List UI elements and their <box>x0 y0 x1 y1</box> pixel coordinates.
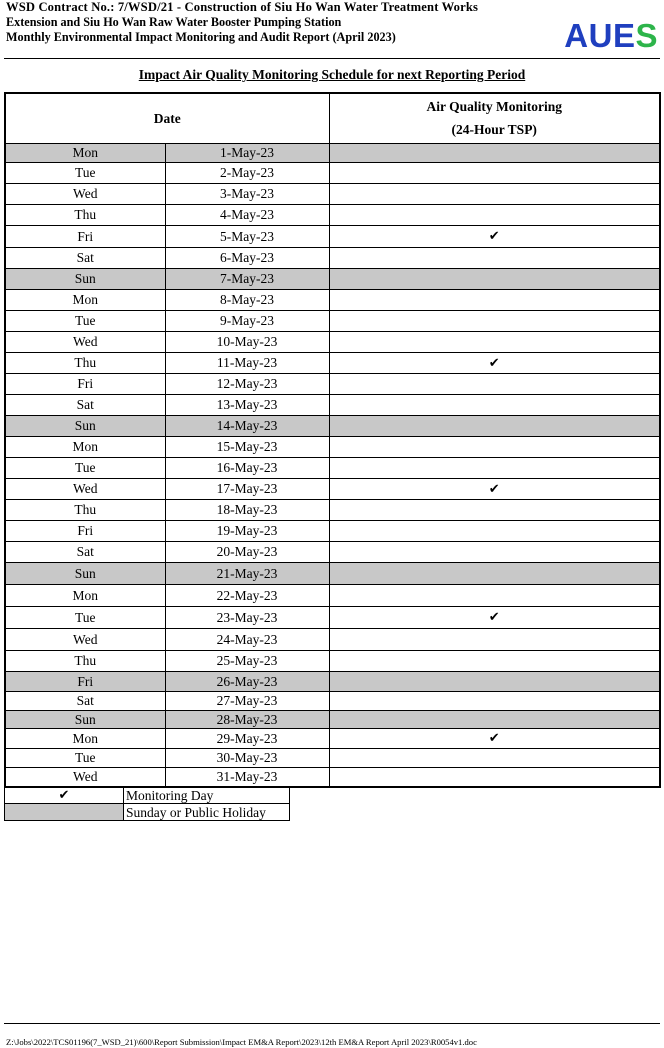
day-cell: Wed <box>5 184 165 205</box>
monitoring-cell <box>329 542 660 563</box>
monitoring-cell <box>329 269 660 290</box>
monitoring-cell <box>329 458 660 479</box>
table-row <box>5 269 660 290</box>
footer-divider <box>4 1023 660 1024</box>
logo-letter: S <box>635 17 658 54</box>
day-cell: Tue <box>5 749 165 768</box>
date-cell: 5-May-23 <box>165 226 329 248</box>
monitoring-cell <box>329 749 660 768</box>
date-cell: 17-May-23 <box>165 479 329 500</box>
aues-logo <box>564 19 658 53</box>
table-row <box>5 163 660 184</box>
legend-holiday-label: Sunday or Public Holiday <box>124 804 290 821</box>
table-row <box>5 248 660 269</box>
day-cell: Wed <box>5 768 165 788</box>
date-cell: 25-May-23 <box>165 651 329 672</box>
date-cell: 6-May-23 <box>165 248 329 269</box>
monitoring-cell <box>329 395 660 416</box>
date-cell: 28-May-23 <box>165 711 329 729</box>
date-cell: 1-May-23 <box>165 144 329 163</box>
date-cell: 7-May-23 <box>165 269 329 290</box>
date-cell: 12-May-23 <box>165 374 329 395</box>
date-cell: 30-May-23 <box>165 749 329 768</box>
day-cell: Thu <box>5 651 165 672</box>
day-cell: Fri <box>5 521 165 542</box>
aqm-header-title: Air Quality Monitoring <box>426 99 562 114</box>
day-cell: Tue <box>5 311 165 332</box>
day-cell: Sat <box>5 542 165 563</box>
monitoring-cell <box>329 184 660 205</box>
table-row <box>5 585 660 607</box>
monitoring-schedule-table <box>4 92 661 788</box>
contract-title-line: WSD Contract No.: 7/WSD/21 - Construction of Siu Ho Wan Water Treatment Works <box>6 0 479 14</box>
day-cell: Thu <box>5 500 165 521</box>
date-cell: 26-May-23 <box>165 672 329 692</box>
table-row <box>5 629 660 651</box>
tick-icon: ✔ <box>488 229 500 244</box>
date-cell: 8-May-23 <box>165 290 329 311</box>
date-cell: 22-May-23 <box>165 585 329 607</box>
monitoring-cell <box>329 226 660 248</box>
day-cell: Sun <box>5 563 165 585</box>
table-row <box>5 184 660 205</box>
tick-icon: ✔ <box>488 355 500 371</box>
monitoring-cell <box>329 585 660 607</box>
date-cell: 3-May-23 <box>165 184 329 205</box>
table-row <box>5 395 660 416</box>
monitoring-cell <box>329 521 660 542</box>
monitoring-cell <box>329 729 660 749</box>
monitoring-cell <box>329 311 660 332</box>
day-cell: Thu <box>5 205 165 226</box>
day-cell: Sat <box>5 248 165 269</box>
date-cell: 19-May-23 <box>165 521 329 542</box>
monitoring-cell <box>329 711 660 729</box>
date-cell: 21-May-23 <box>165 563 329 585</box>
table-row <box>5 437 660 458</box>
logo-letter: U <box>588 17 613 54</box>
footer-file-path: Z:\Jobs\2022\TCS01196(7_WSD_21)\600\Report Submission\Impact EM&A Report\2023\12th EM&A Report April 2023\R0054v1.doc <box>6 1037 477 1047</box>
table-row <box>5 607 660 629</box>
legend-row-holiday <box>5 804 290 821</box>
report-title-line: Monthly Environmental Impact Monitoring and Audit Report (April 2023) <box>6 30 396 44</box>
day-cell: Mon <box>5 585 165 607</box>
table-row <box>5 416 660 437</box>
monitoring-cell <box>329 692 660 711</box>
date-cell: 14-May-23 <box>165 416 329 437</box>
day-cell: Mon <box>5 729 165 749</box>
tick-icon: ✔ <box>488 731 500 746</box>
date-column-header: Date <box>5 93 329 144</box>
monitoring-cell <box>329 353 660 374</box>
monitoring-cell <box>329 332 660 353</box>
table-row <box>5 500 660 521</box>
table-row <box>5 479 660 500</box>
date-cell: 16-May-23 <box>165 458 329 479</box>
table-row <box>5 353 660 374</box>
day-cell: Sat <box>5 395 165 416</box>
table-row <box>5 205 660 226</box>
table-row <box>5 749 660 768</box>
table-header-row <box>5 93 660 144</box>
day-cell: Thu <box>5 353 165 374</box>
monitoring-cell <box>329 374 660 395</box>
date-cell: 27-May-23 <box>165 692 329 711</box>
date-cell: 23-May-23 <box>165 607 329 629</box>
monitoring-cell <box>329 607 660 629</box>
legend-tick <box>5 787 124 804</box>
date-cell: 31-May-23 <box>165 768 329 788</box>
report-header <box>6 0 566 45</box>
table-row <box>5 144 660 163</box>
day-cell: Fri <box>5 374 165 395</box>
day-cell: Sat <box>5 692 165 711</box>
table-row <box>5 311 660 332</box>
date-cell: 13-May-23 <box>165 395 329 416</box>
table-row <box>5 226 660 248</box>
table-row <box>5 692 660 711</box>
day-cell: Mon <box>5 437 165 458</box>
monitoring-cell <box>329 563 660 585</box>
date-cell: 29-May-23 <box>165 729 329 749</box>
legend <box>4 786 290 821</box>
monitoring-cell <box>329 163 660 184</box>
monitoring-cell <box>329 416 660 437</box>
date-cell: 10-May-23 <box>165 332 329 353</box>
table-row <box>5 711 660 729</box>
table-row <box>5 768 660 788</box>
monitoring-cell <box>329 672 660 692</box>
day-cell: Sun <box>5 269 165 290</box>
legend-monitoring-label: Monitoring Day <box>124 787 290 804</box>
monitoring-cell <box>329 205 660 226</box>
monitoring-cell <box>329 144 660 163</box>
aqm-header-subtitle: (24-Hour TSP) <box>451 122 537 137</box>
day-cell: Fri <box>5 672 165 692</box>
tick-icon: ✔ <box>58 788 70 803</box>
table-row <box>5 521 660 542</box>
date-cell: 2-May-23 <box>165 163 329 184</box>
monitoring-cell <box>329 500 660 521</box>
monitoring-cell <box>329 629 660 651</box>
day-cell: Wed <box>5 479 165 500</box>
day-cell: Mon <box>5 144 165 163</box>
date-cell: 11-May-23 <box>165 353 329 374</box>
table-row <box>5 563 660 585</box>
day-cell: Tue <box>5 458 165 479</box>
day-cell: Tue <box>5 607 165 629</box>
date-cell: 18-May-23 <box>165 500 329 521</box>
monitoring-cell <box>329 768 660 788</box>
aqm-column-header <box>329 93 660 144</box>
project-title-line: Extension and Siu Ho Wan Raw Water Booster Pumping Station <box>6 15 342 29</box>
day-cell: Fri <box>5 226 165 248</box>
legend-holiday-swatch <box>5 804 124 821</box>
day-cell: Tue <box>5 163 165 184</box>
day-cell: Sun <box>5 711 165 729</box>
table-row <box>5 290 660 311</box>
table-row <box>5 332 660 353</box>
monitoring-cell <box>329 437 660 458</box>
logo-letter: E <box>612 17 636 54</box>
logo-letter: A <box>564 17 589 54</box>
legend-row-monitoring <box>5 787 290 804</box>
monitoring-cell <box>329 248 660 269</box>
monitoring-cell <box>329 651 660 672</box>
date-cell: 9-May-23 <box>165 311 329 332</box>
day-cell: Wed <box>5 332 165 353</box>
table-row <box>5 374 660 395</box>
monitoring-cell <box>329 479 660 500</box>
page-title: Impact Air Quality Monitoring Schedule for next Reporting Period <box>138 67 526 82</box>
date-cell: 4-May-23 <box>165 205 329 226</box>
monitoring-cell <box>329 290 660 311</box>
day-cell: Mon <box>5 290 165 311</box>
table-row <box>5 458 660 479</box>
table-row <box>5 729 660 749</box>
day-cell: Sun <box>5 416 165 437</box>
date-cell: 20-May-23 <box>165 542 329 563</box>
table-row <box>5 672 660 692</box>
tick-icon: ✔ <box>488 610 500 625</box>
date-cell: 15-May-23 <box>165 437 329 458</box>
day-cell: Wed <box>5 629 165 651</box>
table-row <box>5 542 660 563</box>
date-cell: 24-May-23 <box>165 629 329 651</box>
header-divider <box>4 58 660 59</box>
tick-icon: ✔ <box>488 481 500 497</box>
table-row <box>5 651 660 672</box>
